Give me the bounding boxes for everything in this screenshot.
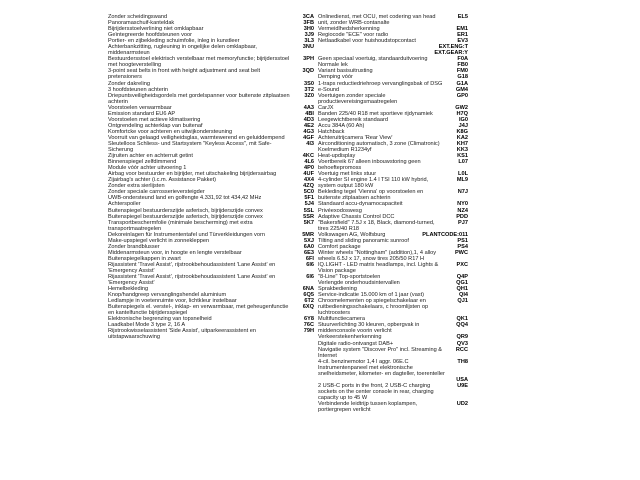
- option-code: 5K7: [303, 219, 314, 226]
- option-code: L0L: [458, 171, 468, 178]
- option-description: Dekoreinlagen für Instrumententafel und Türverkleidungen vorn: [108, 231, 265, 238]
- option-code: EL5: [457, 14, 468, 20]
- option-code: 5C0: [303, 189, 314, 196]
- option-description: Demping vóór: [318, 74, 353, 81]
- option-code: Q4P: [456, 274, 468, 281]
- option-code: EV3: [457, 38, 468, 45]
- option-entry: [108, 56, 314, 68]
- option-description: Hemelbekleding: [108, 286, 149, 293]
- option-description: Voorruit van gelaagd veiligheidsglas, warmtewerend en geluiddempend: [108, 134, 285, 141]
- option-code: 5J4: [304, 201, 314, 208]
- option-code: J4J: [458, 122, 468, 129]
- option-code: 3NU: [302, 44, 314, 51]
- option-description: Bekleding tegel 'Vienna' op voorstoelen en buitenste zitplaatsen achterin: [318, 189, 424, 202]
- option-entry: [318, 322, 468, 334]
- option-entry: [108, 68, 314, 80]
- option-description: Rijassistent 'Travel Assist', rijstrookbehoudassistent 'Lane Assist' en 'Emergency Assist': [108, 274, 276, 287]
- option-code: FB0: [457, 62, 468, 69]
- option-description: Airconditioning automatisch, 3 zone (Climatronic): [318, 140, 440, 147]
- option-entry: [108, 328, 314, 340]
- option-description: 4-cil. benzinemotor 1,4 l aggr. 06E.C Instrumentenpaneel met elektronische snelheidsmeter, kilometer- en dagteller, toerenteller: [318, 358, 445, 377]
- option-code: 3CA: [302, 14, 314, 20]
- option-code: QV3: [456, 340, 468, 347]
- option-description: Verbindende leidtrijp tussen koplampen, portiergrepen verlicht: [318, 401, 418, 414]
- option-description: Voertbereik 67 alleen inbouwstoring geen behoeftepromoss: [318, 159, 421, 172]
- option-description: Ledlampje in voetenruimte voor, lichtkleur instelbaar: [108, 298, 237, 305]
- option-code: ML9: [456, 177, 468, 184]
- option-code: 6XQ: [302, 304, 314, 311]
- option-description: Geen speciaal voertuig, standaarduitvoering: [318, 56, 428, 63]
- option-description: Verlengde onderhoudsintervallen: [318, 280, 400, 287]
- option-code: 4GF: [303, 134, 314, 141]
- option-code: 76C: [303, 322, 314, 329]
- option-description: Accu 384A (60 Ah): [318, 122, 365, 129]
- option-code: 4P0: [304, 165, 314, 172]
- option-code: G18: [457, 74, 468, 81]
- option-entry: [108, 274, 314, 286]
- option-description: Multifunctiecamera: [318, 316, 365, 323]
- option-description: Banden 225/40 R18 met sportieve rijdynamiek: [318, 110, 433, 117]
- option-code: PDD: [456, 213, 468, 220]
- option-code: 3PH: [303, 56, 314, 63]
- option-description: Digitale radio-ontvangst DAB+: [318, 340, 394, 347]
- option-code: PJ7: [458, 219, 468, 226]
- option-code: QQ4: [456, 322, 468, 329]
- option-entry: [108, 220, 314, 232]
- option-code: 4D3: [303, 116, 314, 123]
- option-code: 6NA: [302, 286, 314, 293]
- left-options-column: [108, 14, 314, 341]
- option-code: 6Q5: [303, 292, 314, 299]
- option-description: Panoramaschuif-kanteldak: [108, 20, 175, 27]
- option-description: Adaptive Chassis Control DCC: [318, 213, 395, 220]
- option-code: 5SL: [303, 207, 314, 214]
- option-code: UD2: [456, 401, 468, 407]
- option-code: 3J9: [304, 32, 314, 39]
- option-description: Emission standard EU6 AP: [108, 110, 176, 117]
- option-code: KS1: [457, 153, 468, 160]
- option-description: Vermeidlhedsherkenning: [318, 26, 380, 33]
- option-code: GW2: [455, 104, 468, 111]
- option-description: Sprakbediening: [318, 286, 357, 293]
- option-code: 4KC: [302, 153, 314, 160]
- option-description: Elektronische begrenzing van topsnelheid: [108, 316, 212, 323]
- option-code: PLANTCODE:011: [422, 231, 468, 238]
- option-description: 3 hoofdsteunen achterin: [108, 86, 169, 93]
- option-description: Zonder scheidingswand: [108, 14, 168, 20]
- option-entry: [318, 401, 468, 413]
- option-code: USA: [456, 376, 468, 383]
- option-code: EM1: [456, 26, 468, 33]
- option-description: 4-cylinder SI engine 1.4 l TSI 110 kW hybrid, system output 180 kW: [318, 177, 429, 190]
- option-code: 79H: [303, 328, 314, 335]
- option-description: Voertuig met links stuur: [318, 171, 377, 178]
- option-code: H7Q: [456, 110, 468, 117]
- option-code: 4X4: [304, 177, 314, 184]
- option-code: 4UF: [303, 171, 314, 178]
- option-description: Transportbeschermfolie (minimale bescherming) met extra transportmaatregelen: [108, 219, 253, 232]
- option-description: Hatchback: [318, 128, 345, 135]
- option-description: Voorstoelen met actieve klimatisering: [108, 116, 201, 123]
- option-code: PWC: [454, 249, 468, 256]
- option-description: UWB-ondersteund land en golfengte 4.331,92 tot 434,42 MHz: [108, 195, 262, 202]
- option-code: 4I3: [306, 140, 314, 147]
- option-code: ER1: [457, 32, 468, 39]
- option-code: NY0: [457, 201, 468, 208]
- option-description: Variant basisuitrusting: [318, 68, 373, 75]
- option-code: QG1: [456, 280, 468, 287]
- option-description: Knop/handgreep vervanglingshendel aluminium: [108, 292, 227, 299]
- option-description: Chroomelementen op spiegelschakelaar en ruitbedieningsschakelaars, c hroomlijsten op luchtroosters: [318, 298, 429, 317]
- option-description: Ontgrendeling achterklap van buitenaf: [108, 122, 203, 129]
- option-description: Middenarmsteun voor, in hoogte en lengte verstelbaar: [108, 249, 242, 256]
- option-description: Bestuurdersstoel elektrisch verstelbaar met memoryfunctie; bijrijdersstoel met hoogteverstelling: [108, 56, 290, 69]
- option-code: 6A0: [303, 243, 314, 250]
- option-description: Module vóór achter uitvoering 1: [108, 165, 187, 172]
- option-code: IG0: [458, 116, 468, 123]
- option-code: 4L6: [304, 159, 314, 166]
- option-code: 3L3: [304, 38, 314, 45]
- option-description: Normale lek: [318, 62, 348, 69]
- option-entry: [318, 347, 468, 359]
- option-description: Navigatie system "Discover Pro" incl. Streaming & Internet: [318, 346, 442, 359]
- option-code: EXT.GEAR:Y: [434, 50, 468, 57]
- option-description: Achterspoiler: [108, 201, 141, 208]
- option-description: Heat-updisplay: [318, 153, 356, 160]
- option-description: Zijairbag's achter (i.c.m. Assistance Pakket): [108, 177, 217, 184]
- option-description: Zonder extra sierlijsten: [108, 183, 165, 190]
- option-code: PS4: [457, 243, 468, 250]
- option-code: EXT.ENG:T: [438, 44, 468, 51]
- option-description: Make-upspiegel verlicht in zonnekleppen: [108, 237, 210, 244]
- option-code: NZ4: [457, 207, 468, 214]
- option-description: Binnenspiegel zelfdimmend: [108, 159, 177, 166]
- option-description: Rijstrookwisselassistent 'Side Assist', uitparkeerassistent en uitstapwaarschuwing: [108, 328, 256, 341]
- option-code: KA2: [456, 134, 468, 141]
- option-code: G1A: [456, 80, 468, 87]
- option-description: Driepuntsveiligheidsgordels met gordelspanner voor buitenste zitplaatsen achterin: [108, 92, 290, 105]
- option-code: GM4: [455, 86, 468, 93]
- option-code: KK3: [456, 147, 468, 154]
- option-description: Verkeerstekenherkenning: [318, 334, 382, 341]
- option-description: Airbag voor bestuurder en bijrijder, met uitschakeling bijrijdersairbag: [108, 171, 277, 178]
- option-description: Standaard accu-dynamocapaciteit: [318, 201, 403, 208]
- option-code: 4ZQ: [303, 183, 314, 190]
- right-options-column: [318, 14, 468, 413]
- option-description: 1-traps reductiedriehroep vervanglingsbak of DSG: [318, 80, 443, 87]
- option-code: U9E: [457, 382, 468, 389]
- option-code: 4BI: [305, 110, 314, 117]
- option-code: 6T2: [304, 298, 314, 305]
- option-description: Leegewichtbereik standaard: [318, 116, 388, 123]
- option-code: 4A3: [303, 104, 314, 111]
- option-description: Komfortcke voor achteren en uitwijkondersteuning: [108, 128, 233, 135]
- option-entry: [318, 93, 468, 105]
- option-description: Tilting and sliding panoramic sunroof: [318, 237, 409, 244]
- option-entry: [318, 250, 468, 262]
- option-description: Winter wheels "Nottingham" (addition),1, 4 alloy wheels 6.5J x 17, snow tires 205/50 R17 H: [318, 249, 437, 262]
- option-code: 4G3: [303, 128, 314, 135]
- option-description: Volkswagen AG, Wolfsburg: [318, 231, 386, 238]
- option-description: Achterbankzitting, rugleuning in ongelijke delen omklapbaar, middenarmsteun: [108, 44, 257, 57]
- option-code: 6I6: [306, 274, 314, 281]
- option-code: 5MR: [302, 231, 314, 238]
- option-description: Buitenspiegel bestuurderszijde asferisch, bijrijderszijde convex: [108, 213, 263, 220]
- option-description: Laadkabel Mode 3 type 2, 16 A: [108, 322, 186, 329]
- option-entry: [108, 141, 314, 153]
- option-description: Regiocode "ECE" voor radio: [318, 32, 389, 39]
- option-description: Zijruiten achter en achterruit getint: [108, 153, 193, 160]
- option-description: Geïntegreerde hoofdsteunen voor: [108, 32, 192, 39]
- option-code: QH1: [456, 286, 468, 293]
- option-code: KH7: [456, 140, 468, 147]
- option-code: PXC: [456, 261, 468, 268]
- option-description: Privéexodoswesg: [318, 207, 362, 214]
- option-entry: [108, 262, 314, 274]
- option-description: Koelmedium R1234yf: [318, 147, 372, 154]
- option-entry: [318, 189, 468, 201]
- option-code: 3Z0: [304, 92, 314, 99]
- option-description: Voorstoelen verwarmbaar: [108, 104, 172, 111]
- option-description: Zonder speciale carrosserieversteigder: [108, 189, 205, 196]
- option-entry: [108, 44, 314, 56]
- option-code: 3T2: [304, 86, 314, 93]
- option-code: 6FI: [305, 255, 314, 262]
- option-description: 2 USB-C ports in the front, 2 USB-C charging sockets on the center console in rear, charging capacity up to 45 W: [318, 382, 434, 401]
- option-code: 6Y8: [304, 316, 314, 323]
- option-code: 3FB: [303, 20, 314, 27]
- option-code: K8G: [456, 128, 468, 135]
- option-code: 5XJ: [304, 237, 314, 244]
- option-code: GP0: [456, 92, 468, 99]
- option-description: CarJX: [318, 104, 334, 111]
- option-code: QR9: [456, 334, 468, 341]
- option-code: 3H0: [303, 26, 314, 33]
- option-description: Service-indicatie 15.000 km of 1 jaar (vast): [318, 292, 425, 299]
- option-description: Bijrijdersstoelverlining niet omklapbaar: [108, 26, 204, 33]
- option-code: TH8: [457, 358, 468, 365]
- option-entry: [318, 14, 468, 26]
- option-entry: [318, 383, 468, 401]
- option-description: Portier- en zijbekleding schuimfolie, inleg in kunstleer: [108, 38, 240, 45]
- option-description: Zonder dakreling: [108, 80, 150, 87]
- option-code: 5F1: [304, 195, 314, 202]
- option-code: N7J: [457, 189, 468, 196]
- option-description: "Bakersfield" 7.5J x 18, Black, diamond-turned, tires 225/40 R18: [318, 219, 435, 232]
- option-description: Onlinedienst, met OCU, met codering van head unit, zonder WRB-contanalte: [318, 14, 436, 27]
- option-description: "8-Line" Top-sportstoelen: [318, 274, 381, 281]
- option-code: FM0: [456, 68, 468, 75]
- option-description: Netlaadkabel voor huishoudstopcontact: [318, 38, 416, 45]
- option-description: Comfort package: [318, 243, 361, 250]
- option-code: PS1: [457, 237, 468, 244]
- option-code: 5SR: [303, 213, 314, 220]
- option-description: Sleutelloos Schliess- und Startsystem "Keyless Access", mit Safe-Sicherung: [108, 140, 272, 154]
- option-entry: [318, 177, 468, 189]
- option-entry: [108, 93, 314, 105]
- option-code: 3QD: [302, 68, 314, 75]
- option-code: L07: [458, 159, 468, 166]
- option-code: 6I6: [306, 261, 314, 268]
- option-description: Buitenspiegel bestuurderszijde asferisch, bijrijderszijde convex: [108, 207, 263, 214]
- option-code: F0A: [457, 56, 468, 63]
- option-description: Buitenspiegelkappen in zwart: [108, 255, 181, 262]
- option-description: IQ.LIGHT - LED matrix headlamps, incl. Lights & Vision package: [318, 261, 439, 274]
- option-entry: [108, 304, 314, 316]
- option-code: RCC: [455, 346, 468, 353]
- option-description: 3-point seat belts in front with height adjustment and seat belt pretensioners: [108, 68, 261, 81]
- option-code: QK1: [456, 316, 468, 323]
- option-entry: [318, 220, 468, 232]
- option-description: Stuurverlichting 30 kleuren, opbergvak in middenconsole voorin verlicht: [318, 322, 420, 335]
- option-description: Achteruitrijcamera 'Rear View': [318, 134, 393, 141]
- option-code: 3S0: [304, 80, 314, 87]
- option-code: 6E3: [304, 249, 314, 256]
- option-description: e-Sound: [318, 86, 340, 93]
- option-description: Buitenspiegels el. verstel-, inklap- en verwarmbaar, met geheugenfunctie en kantelfunctie bijrijdersspiegel: [108, 304, 289, 317]
- option-code: 4E2: [304, 122, 314, 129]
- option-description: Voertuigen zonder speciale productievereisingsmaatregelen: [318, 92, 398, 105]
- option-entry: [318, 262, 468, 274]
- option-entry: [318, 298, 468, 316]
- option-entry: [318, 359, 468, 377]
- option-description: Zonder brandblusser: [108, 243, 160, 250]
- option-code: QJ1: [457, 298, 468, 305]
- option-entry: [318, 159, 468, 171]
- option-description: Rijassistent 'Travel Assist', rijstrookbehoudassistent 'Lane Assist' en 'Emergency Assist': [108, 261, 276, 274]
- option-code: QI4: [458, 292, 468, 299]
